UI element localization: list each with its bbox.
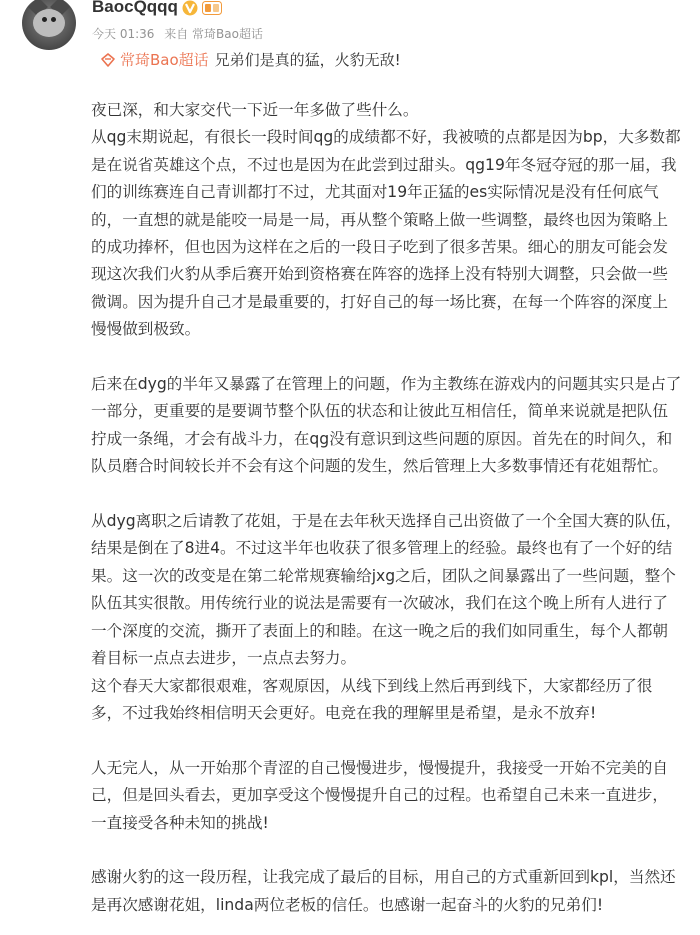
avatar-face — [33, 9, 65, 37]
post-body — [91, 97, 683, 919]
topic-caption: 兄弟们是真的猛，火豹无敌! — [214, 51, 401, 69]
username[interactable]: BaocQqqq — [92, 0, 178, 16]
avatar[interactable] — [22, 0, 76, 50]
paragraph-gap — [91, 481, 683, 508]
post-paragraph: 从dyg离职之后请教了花姐，于是在去年秋天选择自己出资做了一个全国大赛的队伍，结果是倒在了8进4。不过这半年也收获了很多管理上的经验。最终也有了一个好的结果。这一次的改变是在第二轮常规赛输给jxg之后，团队之间暴露出了一些问题，整个队伍其实很散。用传统行业的说法是需要有一次破冰，我们在这个晚上所有人进行了一个深度的交流，撕开了表面上的和睦。在这一晚之后的我们如同重生，每个人都朝着目标一点点去进步，一点点去努力。 — [91, 512, 682, 668]
post-paragraph: 后来在dyg的半年又暴露了在管理上的问题，作为主教练在游戏内的问题其实只是占了一部分，更重要的是要调节整个队伍的状态和让彼此互相信任，简单来说就是把队伍拧成一条绳，才会有战斗力，在qg没有意识到这些问题的原因。首先在的时间久，和队员磨合时间较长并不会有这个问题的发生，然后管理上大多数事情还有花姐帮忙。 — [91, 375, 682, 476]
avatar-eye — [42, 17, 47, 22]
avatar-eye — [51, 17, 56, 22]
paragraph-gap — [91, 837, 683, 864]
topic-line — [100, 49, 401, 70]
super-topic-icon — [100, 52, 116, 68]
paragraph-gap — [91, 344, 683, 371]
post-meta — [92, 25, 269, 42]
fan-badge-icon — [202, 0, 222, 16]
post-source[interactable]: 来自 常琦Bao超话 — [164, 27, 263, 41]
post-paragraph: 这个春天大家都很艰难，客观原因，从线下到线上然后再到线下，大家都经历了很多，不过我始终相信明天会更好。电竞在我的理解里是希望，是永不放弃! — [91, 676, 653, 722]
verified-v-icon — [182, 0, 198, 16]
post-paragraph: 人无完人，从一开始那个青涩的自己慢慢进步，慢慢提升，我接受一开始不完美的自己，但是回头看去，更加享受这个慢慢提升自己的过程。也希望自己未来一直进步，一直接受各种未知的挑战! — [91, 758, 668, 832]
paragraph-gap — [91, 727, 683, 754]
post-paragraph: 夜已深，和大家交代一下近一年多做了些什么。 — [91, 101, 419, 119]
post-paragraph: 从qg末期说起，有很长一段时间qg的成绩都不好，我被喷的点都是因为bp，大多数都是在说省英雄这个点，不过也是因为在此尝到过甜头。qg19年冬冠夺冠的那一届，我们的训练赛连自己青训都打不过，尤其面对19年正猛的es实际情况是没有任何底气的，一直想的就是能咬一局是一局，再从整个策略上做一些调整，最终也因为策略上的成功捧杯，但也因为这样在之后的一段日子吃到了很多苦果。细心的朋友可能会发现这次我们火豹从季后赛开始到资格赛在阵容的选择上没有特别大调整，只会做一些微调。因为提升自己才是最重要的，打好自己的每一场比赛，在每一个阵容的深度上慢慢做到极致。 — [91, 128, 681, 339]
post-time: 今天 01:36 — [92, 27, 155, 41]
post-paragraph: 感谢火豹的这一段历程，让我完成了最后的目标，用自己的方式重新回到kpl，当然还是再次感谢花姐，linda两位老板的信任。也感谢一起奋斗的火豹的兄弟们! — [91, 868, 676, 914]
super-topic-link[interactable]: 常琦Bao超话 — [120, 51, 209, 69]
